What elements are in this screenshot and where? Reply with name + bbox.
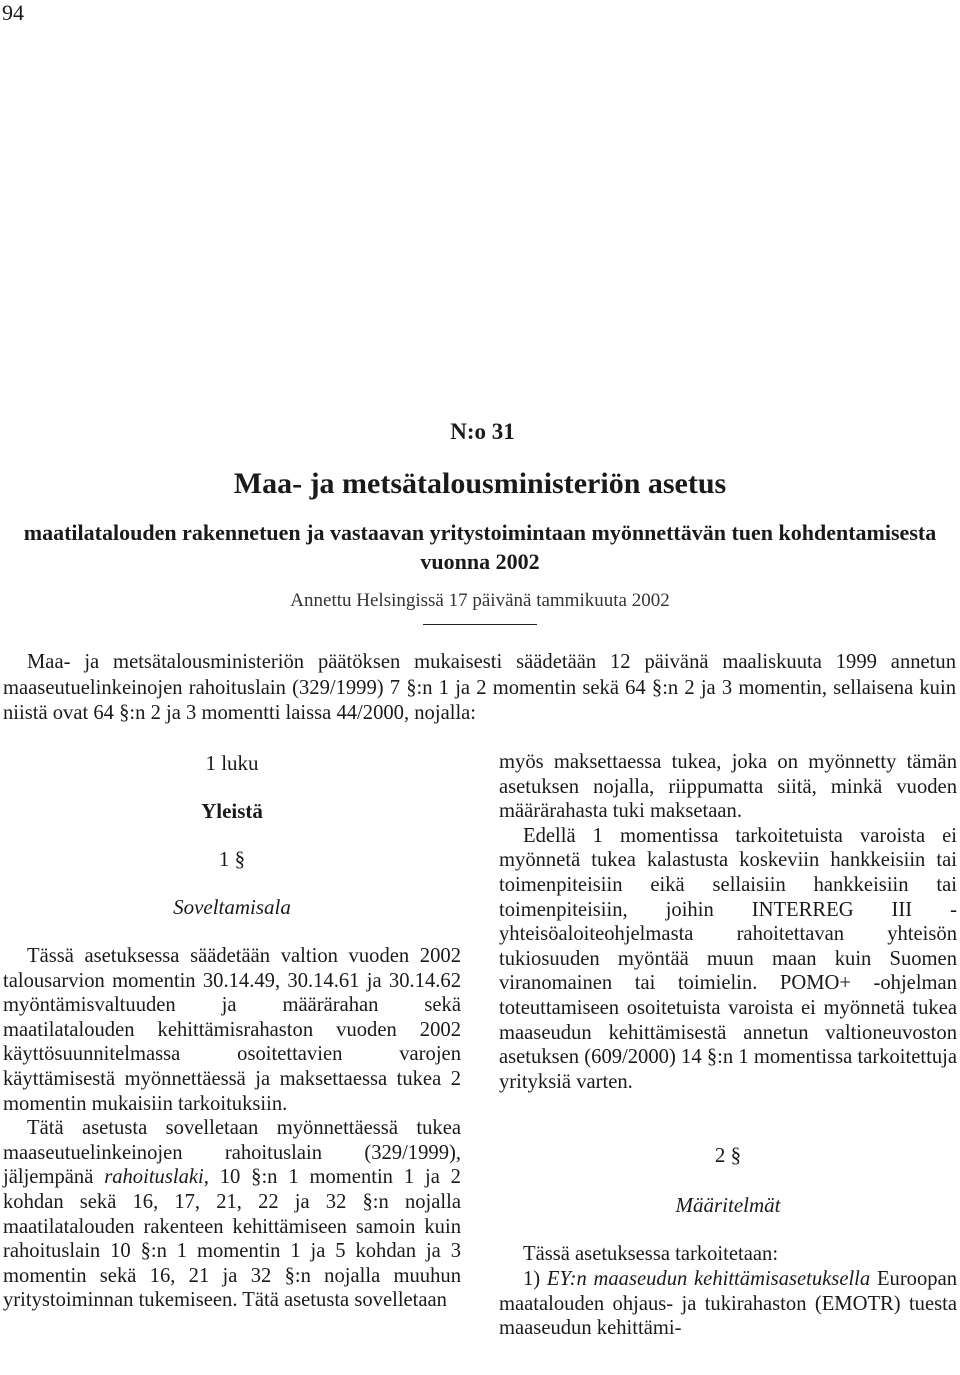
section-1-title: Soveltamisala	[173, 895, 291, 919]
paragraph-2-text-end: , 10 §:n 1 momentin 1 ja 2 kohdan sekä 16, 17, 21, 22 ja 32 §:n nojalla maatilatalouden rakenteen kehittämiseen samoin kuin rahoituslain 10 §:n 1 momentin 1 ja 5 kohdan ja 3 momentin sekä 16, 21 ja 32 §:n nojalla muuhun yritystoiminnan tukemiseen. Tätä asetusta sovelletaan	[3, 1166, 461, 1312]
section-2-intro: Tässä asetuksessa tarkoitetaan:	[523, 1243, 779, 1266]
header-divider	[423, 624, 537, 625]
chapter-label: 1 luku	[205, 751, 259, 775]
right-column	[499, 750, 957, 1341]
section-1-paragraph-3: Edellä 1 momentissa tarkoitetuista varoista ei myönnetä tukea kalastusta koskeviin hankkeisiin tai toimenpiteisiin eikä sellaisiin hankkeisiin tai toimenpiteisiin, joihin INTERREG III -yhteisöaloiteohjelmasta rahoitettavan yhteisön tukiosuuden myöntää muun maan kuin Suomen viranomainen tai toimielin. POMO+ -ohjelman toteuttamiseen osoitetuista varoista ei myönnetä tukea maaseudun kehittämisestä annetun valtioneuvoston asetuksen (609/2000) 14 §:n 1 momentissa tarkoitettuja yrityksiä varten.	[499, 824, 957, 1093]
section-2-title: Määritelmät	[675, 1193, 781, 1218]
section-2-number: 2 §	[714, 1143, 742, 1168]
section-1-paragraph-1: Tässä asetuksessa säädetään valtion vuoden 2002 talousarvion momentin 30.14.49, 30.14.61 ja 30.14.62 myöntämisvaltuuden ja määrärahan sekä maatilatalouden kehittämisrahaston vuoden 2002 käyttösuunnitelmassa osoitettavien varojen käyttämisestä myönnettäessä ja maksettaessa tukea 2 momentin mukaisiin tarkoituksiin.	[3, 945, 461, 1115]
decree-title: Maa- ja metsätalousministeriön asetus	[233, 467, 727, 500]
section-1-number: 1 §	[218, 847, 246, 871]
decree-subtitle: maatilatalouden rakennetuen ja vastaavan yritystoimintaan myönnettävän tuen kohdentamisesta vuonna 2002	[23, 520, 937, 574]
section-1-paragraph-2-continued: myös maksettaessa tukea, joka on myönnetty tämän asetuksen nojalla, riippumatta siitä, minkä vuoden määrärahasta tuki maksetaan.	[499, 751, 957, 823]
paragraph-2-text-start: Tätä asetusta sovelletaan myönnettäessä tukea maaseutuelinkeinojen rahoituslain (329/1999), jäljempänä	[3, 1117, 461, 1189]
item-1-term: EY:n maaseudun kehittämisasetuksella	[546, 1267, 871, 1290]
item-1-number: 1)	[523, 1267, 547, 1290]
section-2-item-1	[499, 1267, 957, 1341]
decree-number: N:o 31	[450, 419, 515, 444]
preamble-text: Maa- ja metsätalousministeriön päätöksen mukaisesti säädetään 12 päivänä maaliskuuta 1999 annetun maaseutuelinkeinojen rahoituslain (329/1999) 7 §:n 1 ja 2 momentin sekä 64 §:n 2 ja 3 momentin, sellaisena kuin niistä ovat 64 §:n 2 ja 3 momentti laissa 44/2000, nojalla:	[3, 651, 956, 724]
page-number: 94	[2, 0, 24, 25]
decree-given-date: Annettu Helsingissä 17 päivänä tammikuuta 2002	[290, 590, 670, 611]
section-1-paragraph-2	[3, 1116, 461, 1313]
left-column	[3, 750, 461, 1313]
chapter-title: Yleistä	[201, 799, 263, 823]
preamble	[3, 650, 956, 727]
decree-header	[0, 418, 960, 625]
rahoituslaki-term: rahoituslaki	[104, 1166, 204, 1189]
item-1-text: Euroopan maatalouden ohjaus- ja tukirahaston (EMOTR) tuesta maaseudun kehittämi-	[499, 1267, 958, 1340]
